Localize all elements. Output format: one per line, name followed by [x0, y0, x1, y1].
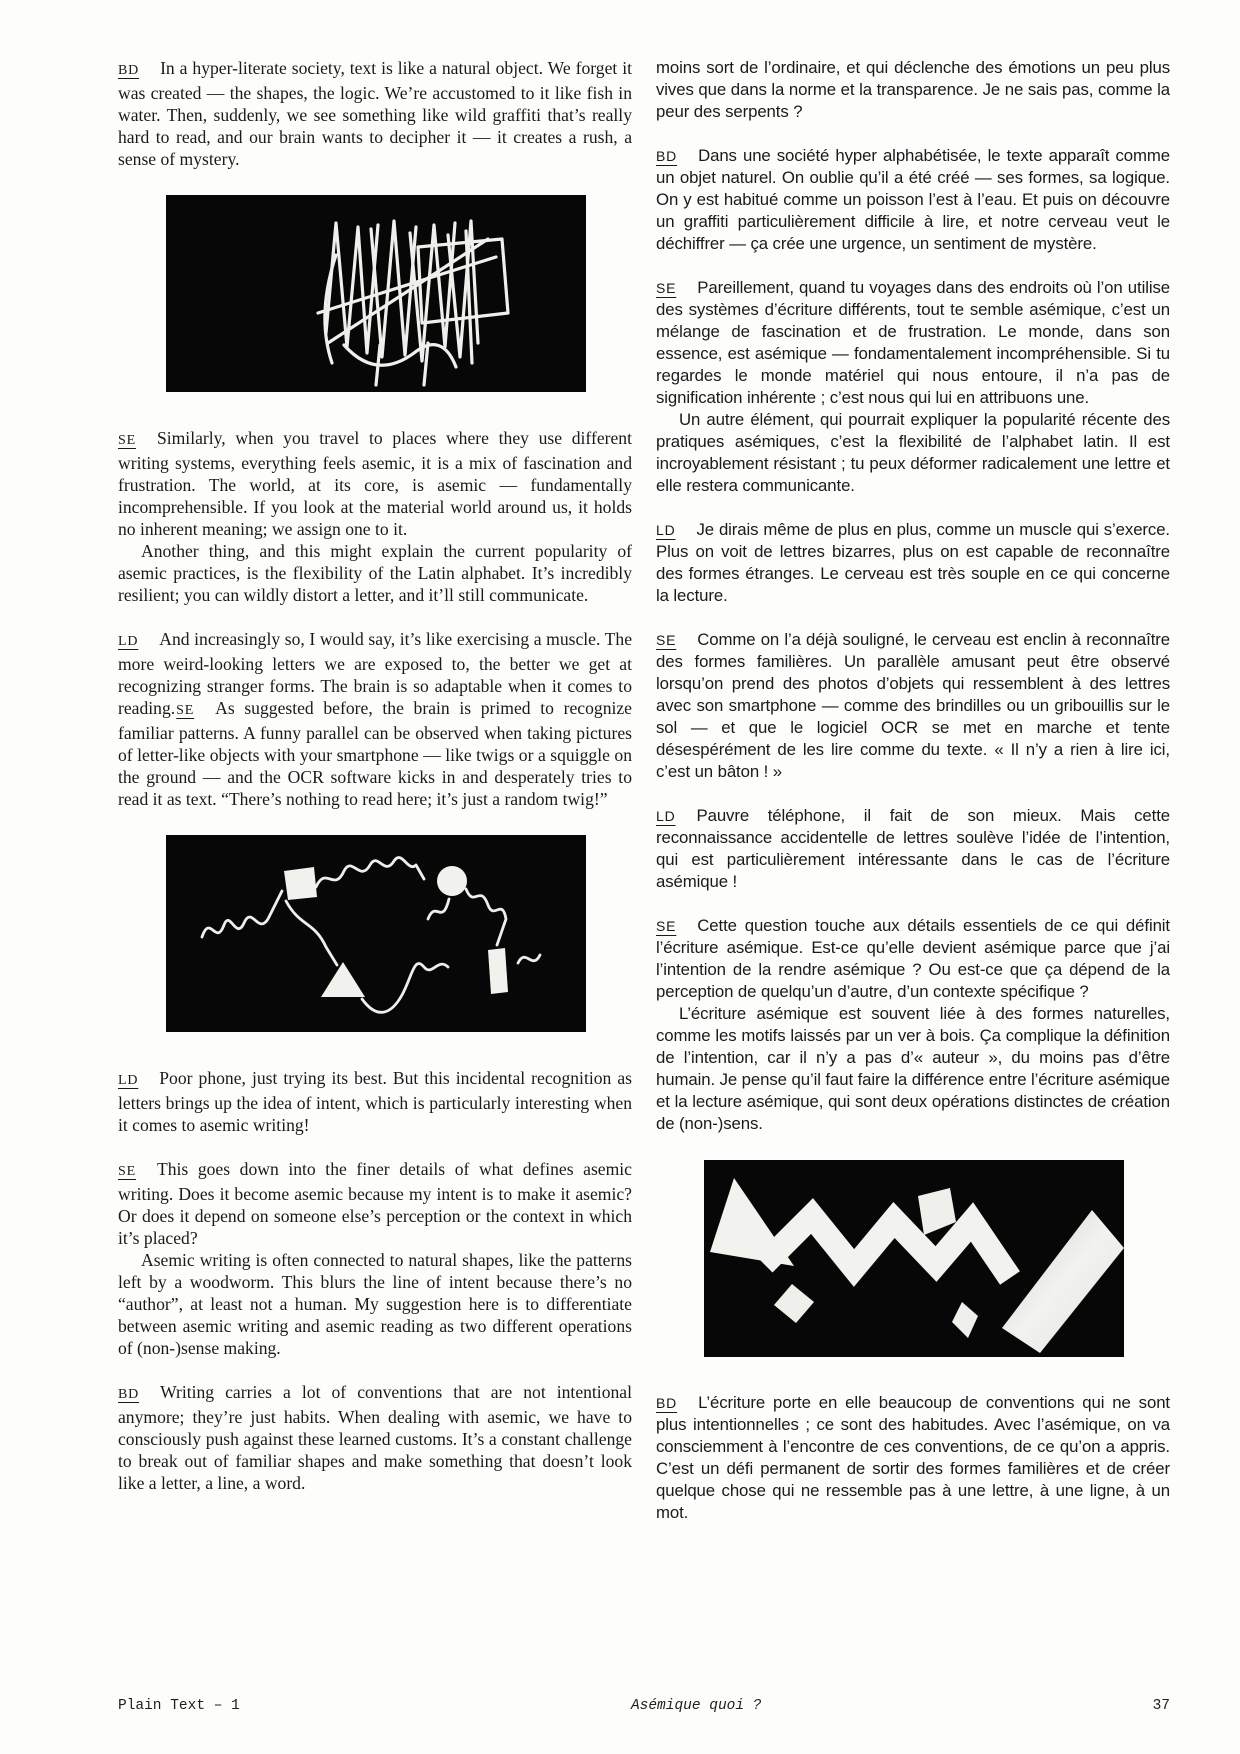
speaker-label-se: SE — [656, 918, 677, 934]
speaker-label-se: SE — [656, 632, 677, 648]
paragraph-en-3 — [118, 628, 632, 810]
paragraph-text: Comme on l’a déjà souligné, le cerveau est enclin à reconnaître des formes familières. Un parallèle amusant peut être observé lorsqu’on prend des photos d’objets qui ressemblent à des lettres avec son smartphone — comme des brindilles ou un gribouillis sur le sol — et que le logiciel OCR se met en marche et tente désespérément de les lire comme du texte. « Il n’y a rien à lire ici, c’est un bâton ! » — [656, 630, 1170, 781]
speaker-label-bd: BD — [118, 63, 140, 78]
paragraph-text: Pareillement, quand tu voyages dans des endroits où l’on utilise des systèmes d’écriture différents, tout te semble asémique, c’est un mélange de fascination et de frustration. Le monde, dans son essence, est asémique — fondamentalement incompréhensible. Si tu regardes le monde matériel qui nous entoure, il n’a pas de signification inhérente ; c’est nous qui lui en attribuons une. — [656, 278, 1170, 407]
paragraph-text: And increasingly so, I would say, it’s like exercising a muscle. The more weird-looking letters we are exposed to, the better we get at recognizing stranger forms. The brain is so adaptable when it comes to reading. — [118, 629, 632, 718]
paragraph-fr-6-cont — [656, 1003, 1170, 1135]
speaker-label-bd: BD — [656, 148, 678, 164]
angular-shapes-graphic — [704, 1160, 1124, 1357]
paragraph-text: Writing carries a lot of conventions that are not intentional anymore; they’re just habits. When dealing with asemic, we have to consciously push against these learned customs. It’s a constant challenge to break out of familiar shapes and make something that doesn’t look like a letter, a line, a word. — [118, 1382, 632, 1493]
paragraph-text: This goes down into the finer details of what defines asemic writing. Does it become asemic because my intent is to make it asemic? Or does it depend on someone else’s perception or the context in which it’s placed? — [118, 1159, 632, 1248]
paragraph-text: Cette question touche aux détails essentiels de ce qui définit l’écriture asémique. Est-ce qu’elle devient asémique parce que j’ai l’intention de la rendre asémique ? Ou est-ce que ça dépend de la perception de quelqu’un d’autre, d’un contexte spécifique ? — [656, 916, 1170, 1001]
paragraph-fr-2-cont — [656, 409, 1170, 497]
asemic-artwork-squiggle-shapes — [166, 835, 586, 1032]
paragraph-en-2 — [118, 427, 632, 540]
column-french — [656, 57, 1170, 1524]
paragraph-text: L’écriture asémique est souvent liée à des formes naturelles, comme les motifs laissés par un ver à bois. Ça complique la définition de l’intention, car il n’y a pas d’« auteur », du moins pas d’être humain. Je pense qu’il faut faire la différence entre l’écriture asémique et la lecture asémique, qui sont deux opérations distinctes de création de (non-)sens. — [656, 1004, 1170, 1133]
squiggle-graphic — [166, 835, 586, 1032]
speaker-label-se: SE — [656, 280, 677, 296]
paragraph-en-5 — [118, 1158, 632, 1249]
paragraph-en-6 — [118, 1381, 632, 1494]
footer-publication-title: Plain Text – 1 — [118, 1698, 240, 1714]
speaker-label-ld: LD — [118, 634, 139, 649]
footer-page-number: 37 — [1152, 1698, 1170, 1714]
paragraph-text: As suggested before, the brain is primed to recognize familiar patterns. A funny parallel can be observed when taking pictures of letter-like objects with your smartphone — like twigs or a squiggle on the ground — and the OCR software kicks in and desperately tries to read it as text. “There’s nothing to read here; it’s just a random twig!” — [118, 698, 632, 809]
paragraph-fr-5 — [656, 805, 1170, 893]
paragraph-text: In a hyper-literate society, text is like a natural object. We forget it was created — the shapes, the logic. We’re accustomed to it like fish in water. Then, suddenly, we see something like wild graffiti that’s really hard to read, and our brain wants to decipher it — it creates a rush, a sense of mystery. — [118, 58, 632, 169]
paragraph-text: Similarly, when you travel to places where they use different writing systems, everything feels asemic, it is a mix of fascination and frustration. The world, at its core, is asemic — fundamentally incomprehensible. If you look at the material world around us, it holds no inherent meaning; we assign one to it. — [118, 428, 632, 539]
paragraph-text: Asemic writing is often connected to natural shapes, like the patterns left by a woodworm. This blurs the line of intent because there’s no “author”, at least not a human. My suggestion here is to differentiate between asemic writing and asemic reading as two different operations of (non-)sense making. — [118, 1250, 632, 1358]
paragraph-text: Poor phone, just trying its best. But this incidental recognition as letters brings up the idea of intent, which is particularly interesting when it comes to asemic writing! — [118, 1068, 632, 1135]
speaker-label-se: SE — [118, 1164, 136, 1179]
paragraph-fr-1 — [656, 145, 1170, 255]
speaker-label-se: SE — [118, 433, 136, 448]
paragraph-en-1 — [118, 57, 632, 170]
paragraph-text: Dans une société hyper alphabétisée, le texte apparaît comme un objet naturel. On oublie qu’il a été créé — ses formes, sa logique. On y est habitué comme un poisson l’est à l’eau. Et puis on découvre un graffiti particulièrement difficile à lire, et notre cerveau veut le déchiffrer — ça crée une urgence, un sentiment de mystère. — [656, 146, 1170, 253]
paragraph-text: moins sort de l’ordinaire, et qui déclenche des émotions un peu plus vives que dans la norme et la transparence. Je ne sais pas, comme la peur des serpents ? — [656, 58, 1170, 121]
asemic-artwork-angular — [704, 1160, 1124, 1357]
paragraph-fr-3 — [656, 519, 1170, 607]
paragraph-text: Je dirais même de plus en plus, comme un muscle qui s’exerce. Plus on voit de lettres bizarres, plus on est capable de reconnaître des formes étranges. Le cerveau est très souple en ce qui concerne la lecture. — [656, 520, 1170, 605]
paragraph-text: Pauvre téléphone, il fait de son mieux. Mais cette reconnaissance accidentelle de lettres soulève l’idée de l’intention, qui est particulièrement intéressante dans le cas de l’écriture asémique ! — [656, 806, 1170, 891]
paragraph-fr-0 — [656, 57, 1170, 123]
paragraph-en-4 — [118, 1067, 632, 1136]
two-column-layout — [118, 57, 1170, 1524]
footer-article-title: Asémique quoi ? — [630, 1698, 762, 1714]
column-english — [118, 57, 632, 1524]
paragraph-fr-7 — [656, 1392, 1170, 1524]
paragraph-fr-4 — [656, 629, 1170, 783]
speaker-label-ld: LD — [656, 808, 676, 824]
scribble-graphic — [166, 195, 586, 392]
paragraph-en-2-cont — [118, 540, 632, 606]
paragraph-en-5-cont — [118, 1249, 632, 1359]
paragraph-text: Another thing, and this might explain the current popularity of asemic practices, is the flexibility of the Latin alphabet. It’s incredibly resilient; you can wildly distort a letter, and it’ll still communicate. — [118, 541, 632, 605]
page-footer — [118, 1698, 1170, 1714]
speaker-label-se-inline: SE — [176, 703, 195, 718]
paragraph-text: L’écriture porte en elle beaucoup de conventions qui ne sont plus intentionnelles ; ce sont des habitudes. Avec l’asémique, on va consciemment à l’encontre de ces conventions, de ce qu’on a appris. C’est un défi permanent de sortir des formes familières et de créer quelque chose qui ne ressemble pas à une lettre, à une ligne, à un mot. — [656, 1393, 1170, 1522]
paragraph-fr-2 — [656, 277, 1170, 409]
speaker-label-ld: LD — [118, 1073, 139, 1088]
asemic-artwork-scribble — [166, 195, 586, 392]
paragraph-fr-6 — [656, 915, 1170, 1003]
speaker-label-bd: BD — [656, 1395, 678, 1411]
speaker-label-bd: BD — [118, 1387, 140, 1402]
speaker-label-ld: LD — [656, 522, 676, 538]
paragraph-text: Un autre élément, qui pourrait expliquer la popularité récente des pratiques asémiques, c’est la flexibilité de l’alphabet latin. Il est incroyablement résistant ; tu peux déformer radicalement une lettre et elle restera communicante. — [656, 410, 1170, 495]
